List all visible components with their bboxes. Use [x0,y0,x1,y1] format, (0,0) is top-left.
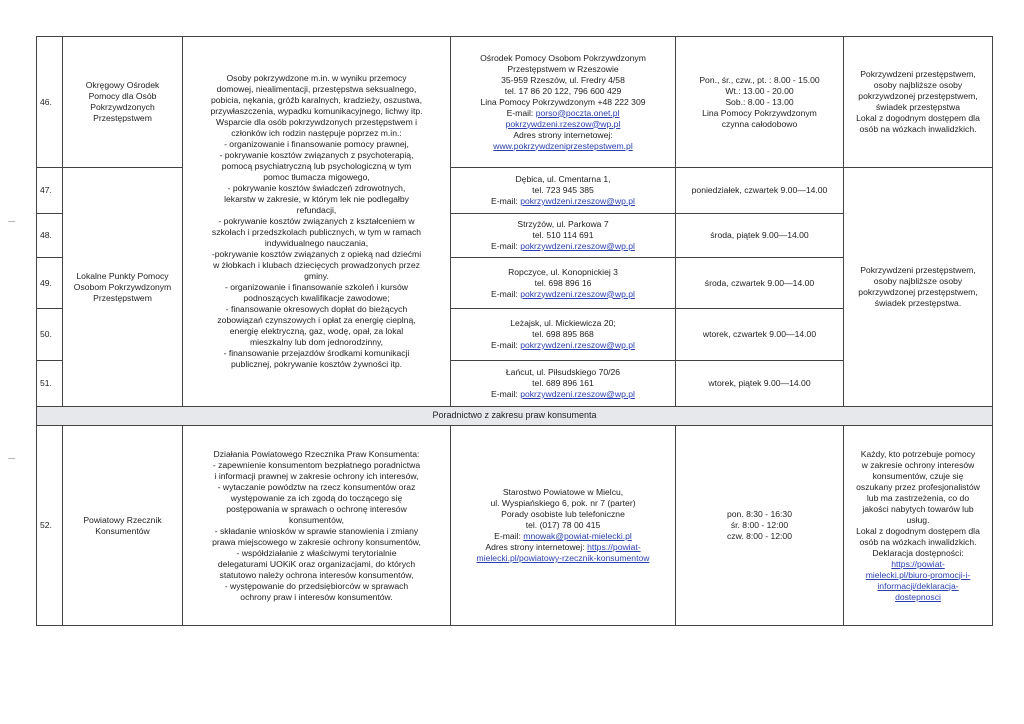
email-link[interactable]: pokrzywdzeni.rzeszow@wp.pl [505,118,621,129]
row-number: 48. [37,214,63,258]
contact-address: Leżajsk, ul. Mickiewicza 20; tel. 698 895 868 E-mail: pokrzywdzeni.rzeszow@wp.pl [451,309,676,361]
table-row [37,37,993,168]
institution-name: Powiatowy Rzecznik Konsumentów [63,426,183,626]
row-number: 51. [37,361,63,407]
accessibility-declaration-link[interactable]: https://powiat- [891,558,945,569]
email-link[interactable]: pokrzywdzeni.rzeszow@wp.pl [520,241,635,251]
email-link[interactable]: pokrzywdzeni.rzeszow@wp.pl [520,196,635,206]
opening-hours: wtorek, piątek 9.00—14.00 [676,361,844,407]
contact-address: Strzyżów, ul. Parkowa 7 tel. 510 114 691 E-mail: pokrzywdzeni.rzeszow@wp.pl [451,214,676,258]
row-number: 52. [37,426,63,626]
opening-hours: wtorek, czwartek 9.00—14.00 [676,309,844,361]
eligibility-notes: Pokrzywdzeni przestępstwem, osoby najbliższe osoby pokrzywdzonej przestępstwem, świadek przestępstwa Lokal z dogodnym dostępem dla osób na wózkach inwalidzkich. [844,37,993,168]
contact-address: Starostwo Powiatowe w Mielcu, ul. Wyspiańskiego 6, pok. nr 7 (parter) Porady osobiste lub telefoniczne tel. (017) 78 00 415 E-mail: mnowak@powiat-mielecki.pl Adres strony internetowej: https://powiat- mielecki.pl/powiatowy-rzecznik-konsumentow [451,426,676,626]
contact-address: Ośrodek Pomocy Osobom Pokrzywdzonym Przestępstwem w Rzeszowie 35-959 Rzeszów, ul. Fredry 4/58 tel. 17 86 20 122, 796 600 429 Lina Pomocy Pokrzywdzonym +48 222 309 E-mail: porso@poczta.onet.pl pokrzywdzeni.rzeszow@wp.pl Adres strony internetowej: www.pokrzywdzeniprzestepstwem.pl [451,37,676,168]
contact-address: Dębica, ul. Cmentarna 1, tel. 723 945 385 E-mail: pokrzywdzeni.rzeszow@wp.pl [451,168,676,214]
email-link[interactable]: mnowak@powiat-mielecki.pl [523,531,632,541]
support-description: Osoby pokrzywdzone m.in. w wyniku przemocy domowej, niealimentacji, przestępstwa seksualnego, pobicia, nękania, gróźb karalnych, kradzieży, oszustwa, przywłaszczenia, wypadku komunikacyjnego, lichwy itp. Wsparcie dla osób pokrzywdzonych przestępstwem i członków ich rodzin następuje poprzez m.in.: - organizowanie i finansowanie pomocy prawnej, - pokrywanie kosztów związanych z psychoterapią, pomocą psychiatryczną lub psychologiczną w tym pomoc tłumacza migowego, - pokrywanie kosztów świadczeń zdrowotnych, lekarstw w zakresie, w którym lek nie podlegałby refundacji, - pokrywanie kosztów związanych z kształceniem w szkołach i przedszkolach publicznych, w tym w ramach indywidualnego nauczania, -pokrywanie kosztów związanych z opieką nad dziećmi w żłobkach i klubach dziecięcych prowadzonych przez gminy. - organizowanie i finansowanie szkoleń i kursów podnoszących kwalifikacje zawodowe; - finansowanie okresowych dopłat do bieżących zobowiązań czynszowych i opłat za energię cieplną, energię elektryczną, gaz, wodę, opał, za lokal mieszkalny lub dom jednorodzinny, - finansowanie przejazdów środkami komunikacji publicznej, pokrywanie kosztów żywności itp. [183,37,451,407]
email-link[interactable]: pokrzywdzeni.rzeszow@wp.pl [520,340,635,350]
row-number: 47. [37,168,63,214]
email-link[interactable]: porso@poczta.onet.pl [535,107,620,118]
eligibility-notes: Pokrzywdzeni przestępstwem, osoby najbliższe osoby pokrzywdzonej przestępstwem, świadek przestępstwa. [844,168,993,407]
opening-hours: środa, czwartek 9.00—14.00 [676,258,844,309]
row-number: 49. [37,258,63,309]
row-number: 50. [37,309,63,361]
row-number: 46. [37,37,63,168]
accessibility-declaration-link[interactable]: informacji/deklaracja- [877,580,959,591]
institution-name: Okręgowy Ośrodek Pomocy dla Osób Pokrzywdzonych Przestępstwem [63,37,183,168]
table-row [37,426,993,626]
email-link[interactable]: pokrzywdzeni.rzeszow@wp.pl [520,288,635,299]
website-link[interactable]: www.pokrzywdzeniprzestepstwem.pl [493,140,633,151]
contact-address: Ropczyce, ul. Konopnickiej 3 tel. 698 896 16 E-mail: pokrzywdzeni.rzeszow@wp.pl [451,258,676,309]
website-link[interactable]: https://powiat- [587,542,641,552]
accessibility-declaration-link[interactable]: mielecki.pl/biuro-promocji-i- [865,569,971,580]
support-description: Działania Powiatowego Rzecznika Praw Konsumenta: - zapewnienie konsumentom bezpłatnego poradnictwa i informacji prawnej w zakresie ochrony ich interesów, - wytaczanie powództw na rzecz konsumentów oraz występowanie za ich zgodą do toczącego się postępowania w sprawach o ochronę interesów konsumentów, - składanie wniosków w sprawie stanowienia i zmiany prawa miejscowego w zakresie ochrony konsumentów, - współdziałanie z właściwymi terytorialnie delegaturami UOKiK oraz organizacjami, do których statutowo należy ochrona interesów konsumentów, - występowanie do przedsiębiorców w sprawach ochrony praw i interesów konsumentów. [183,426,451,626]
punch-mark-bottom [8,458,15,459]
opening-hours: pon. 8:30 - 16:30 śr. 8:00 - 12:00 czw. 8:00 - 12:00 [676,426,844,626]
institution-name: Lokalne Punkty Pomocy Osobom Pokrzywdzonym Przestępstwem [63,168,183,407]
email-link[interactable]: pokrzywdzeni.rzeszow@wp.pl [520,389,635,399]
punch-mark-top [8,221,15,222]
opening-hours: poniedziałek, czwartek 9.00—14.00 [676,168,844,214]
opening-hours: Pon., śr., czw., pt. : 8.00 - 15.00 Wt.: 13.00 - 20.00 Sob.: 8.00 - 13.00 Lina Pomocy Pokrzywdzonym czynna całodobowo [676,37,844,168]
opening-hours: środa, piątek 9.00—14.00 [676,214,844,258]
website-link[interactable]: mielecki.pl/powiatowy-rzecznik-konsumentow [476,553,650,563]
section-title: Poradnictwo z zakresu praw konsumenta [37,407,993,426]
section-header-row [37,407,993,426]
eligibility-notes: Każdy, kto potrzebuje pomocy w zakresie ochrony interesów konsumentów, czuje się oszukany przez profesjonalistów lub ma zastrzeżenia, co do jakości nabytych towarów lub usług. Lokal z dogodnym dostępem dla osób na wózkach inwalidzkich. Deklaracja dostępności: https://powiat- mielecki.pl/biuro-promocji-i- informacji/deklaracja- dostepnosci [844,426,993,626]
table-row [37,168,993,214]
help-institutions-table [36,36,993,626]
contact-address: Łańcut, ul. Piłsudskiego 70/26 tel. 689 896 161 E-mail: pokrzywdzeni.rzeszow@wp.pl [451,361,676,407]
accessibility-declaration-link[interactable]: dostepnosci [895,591,941,602]
